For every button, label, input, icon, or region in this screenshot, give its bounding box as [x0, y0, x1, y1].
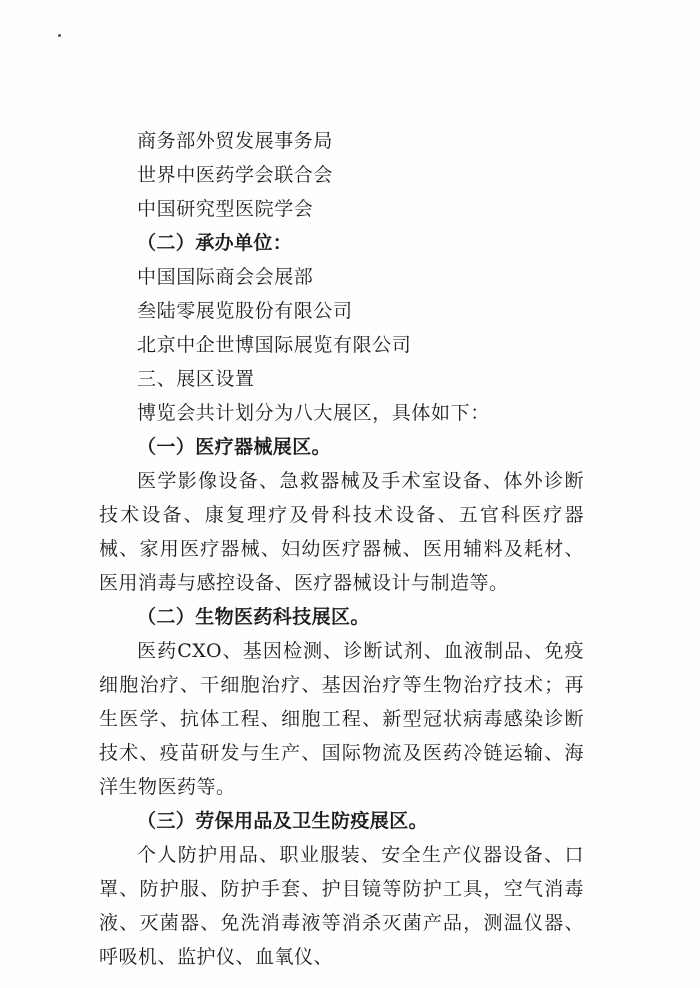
zone-description: 医学影像设备、急救器械及手术室设备、体外诊断技术设备、康复理疗及骨科技术设备、五官科医疗器械、家用医疗器械、妇幼医疗器械、医用辅料及耗材、医用消毒与感控设备、医疗器械设计与制造等。 [99, 470, 584, 594]
document-body [99, 124, 622, 974]
zone-heading: （一）医疗器械展区。 [137, 436, 332, 458]
zone-heading: （三）劳保用品及卫生防疫展区。 [137, 810, 429, 832]
zone-heading: （二）生物医药科技展区。 [137, 606, 370, 628]
section-heading: 三、展区设置 [137, 368, 255, 390]
organizer-line: 中国研究型医院学会 [137, 198, 314, 220]
zone-description: 个人防护用品、职业服装、安全生产仪器设备、口罩、防护服、防护手套、护目镜等防护工具，空气消毒液、灭菌器、免洗消毒液等消杀灭菌产品，测温仪器、呼吸机、监护仪、血氧仪、 [99, 844, 584, 968]
scan-speck [58, 34, 61, 37]
undertaker-line: 叁陆零展览股份有限公司 [137, 300, 353, 322]
organizer-line: 世界中医药学会联合会 [137, 164, 334, 186]
zone-description: 医药CXO、基因检测、诊断试剂、血液制品、免疫细胞治疗、干细胞治疗、基因治疗等生物治疗技术；再生医学、抗体工程、细胞工程、新型冠状病毒感染诊断技术、疫苗研发与生产、国际物流及医药冷链运输、海洋生物医药等。 [99, 640, 584, 798]
section-intro: 博览会共计划分为八大展区，具体如下： [137, 402, 490, 424]
organizer-line: 商务部外贸发展事务局 [137, 130, 334, 152]
undertaker-line: 中国国际商会会展部 [137, 266, 314, 288]
undertaker-heading: （二）承办单位： [137, 232, 293, 254]
undertaker-line: 北京中企世博国际展览有限公司 [137, 334, 412, 356]
